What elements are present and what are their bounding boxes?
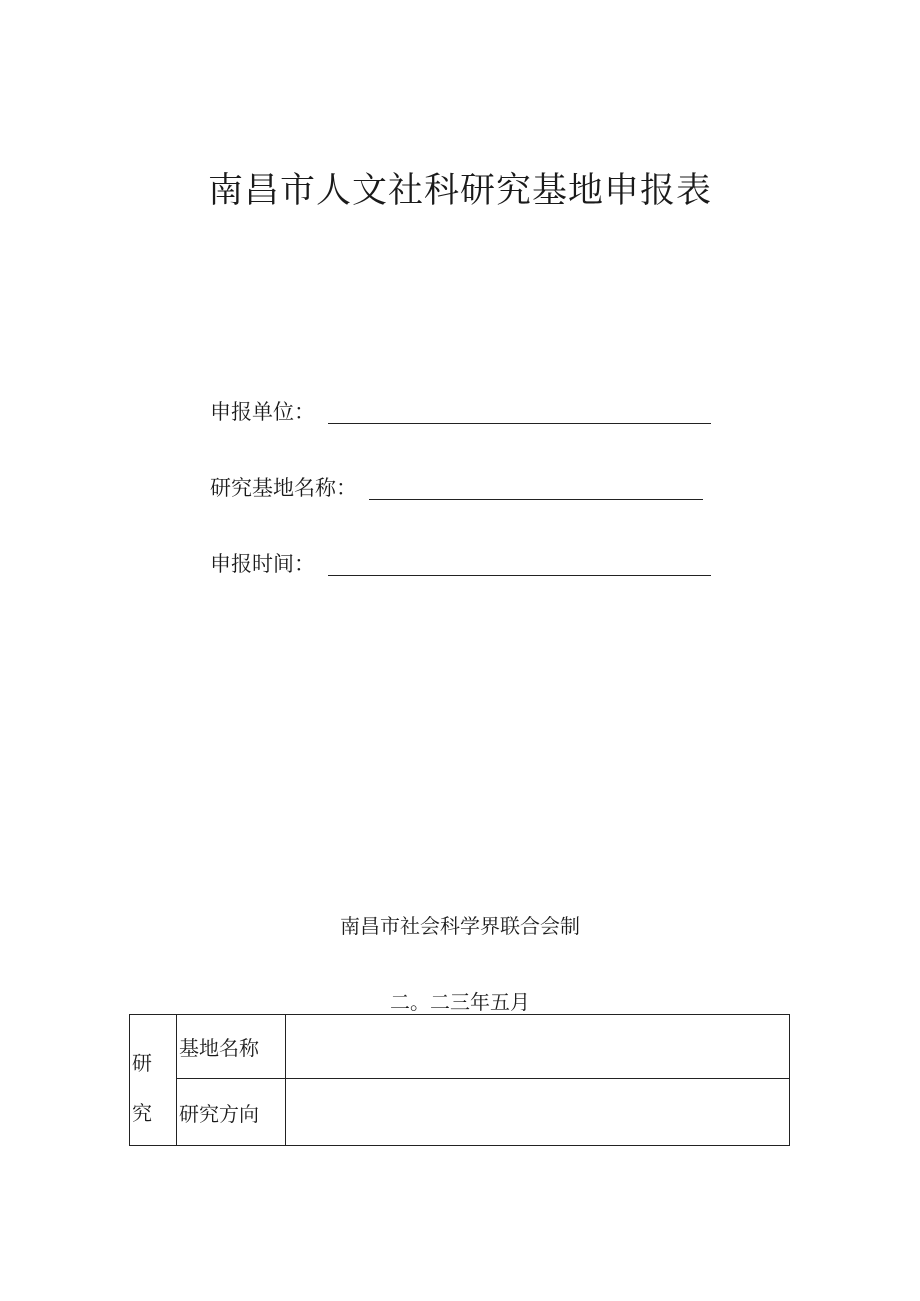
document-title: 南昌市人文社科研究基地申报表 xyxy=(207,171,712,211)
issuer-text: 南昌市社会科学界联合会制 xyxy=(340,914,580,938)
table-row-label-cell xyxy=(177,1015,286,1079)
field-label-application-time: 申报时间： xyxy=(210,552,315,576)
field-input-base-name[interactable] xyxy=(369,499,703,500)
field-label-applicant-unit: 申报单位： xyxy=(210,400,315,424)
info-table xyxy=(129,1014,790,1146)
table-row-label: 研究方向 xyxy=(179,1101,259,1126)
field-application-time xyxy=(210,542,711,578)
table-side-label: 研究 xyxy=(132,1051,152,1125)
table-row-label-cell xyxy=(177,1079,286,1146)
field-input-applicant-unit[interactable] xyxy=(328,423,711,424)
field-label-base-name: 研究基地名称： xyxy=(210,476,357,500)
field-base-name xyxy=(210,466,703,502)
table-row-value-cell[interactable] xyxy=(286,1015,790,1079)
field-applicant-unit xyxy=(210,390,711,426)
table-row-label: 基地名称 xyxy=(179,1036,259,1060)
table-row xyxy=(130,1015,790,1079)
table-side-label-cell xyxy=(130,1015,177,1146)
issue-date: 二。二三年五月 xyxy=(390,990,530,1014)
field-input-application-time[interactable] xyxy=(328,575,711,576)
table-row-value-cell[interactable] xyxy=(286,1079,790,1146)
table-row xyxy=(130,1079,790,1146)
